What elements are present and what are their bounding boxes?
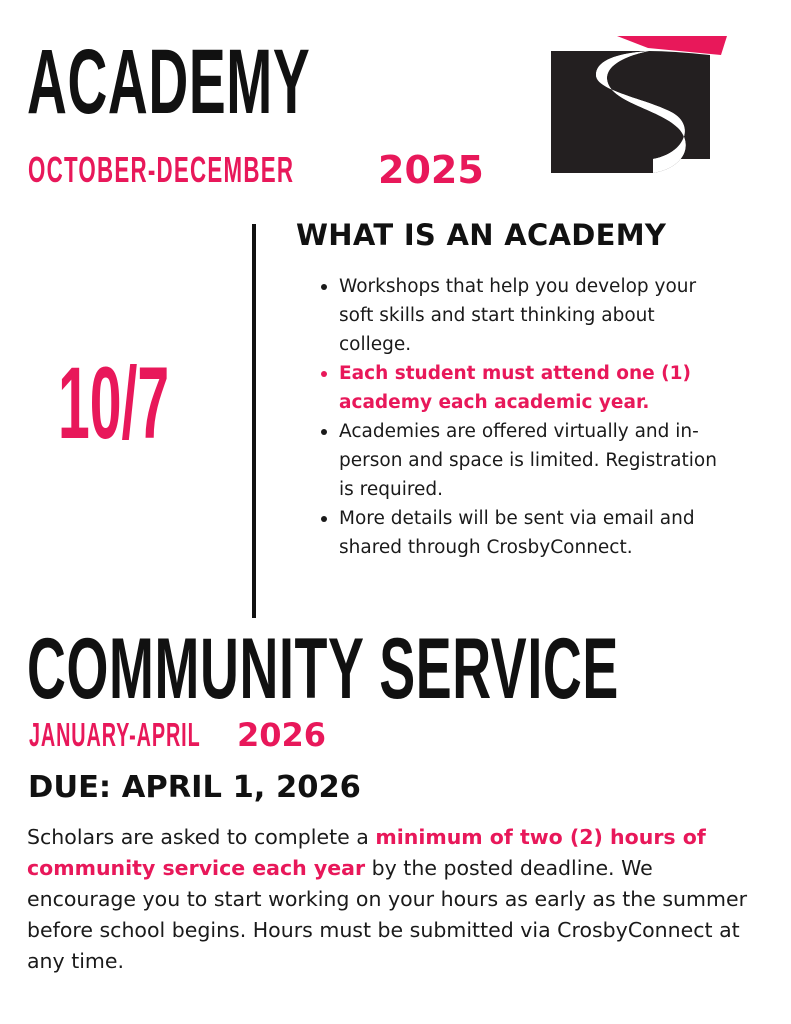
community-service-dates <box>29 716 327 758</box>
description-highlight: minimum of two (2) hours of community service each year <box>27 825 706 880</box>
community-service-title: COMMUNITY SERVICE <box>27 621 619 717</box>
description-text: Scholars are asked to complete a <box>27 825 376 849</box>
vertical-divider <box>252 224 256 618</box>
academy-title: ACADEMY <box>27 31 311 133</box>
description-text: by the posted deadline. We encourage you to start working on your hours as early as the summer before school begins. Hours must be submitted via CrosbyConnect at any time. <box>27 856 748 973</box>
community-service-date-range: JANUARY-APRIL <box>29 716 201 753</box>
due-date: DUE: APRIL 1, 2026 <box>28 770 361 805</box>
academy-date-range: OCTOBER-DECEMBER <box>28 149 295 190</box>
academy-info-list <box>316 272 726 562</box>
community-service-year: 2026 <box>237 716 327 754</box>
list-item: Workshops that help you develop your soft skills and start thinking about college. <box>316 272 726 359</box>
academy-year: 2025 <box>378 148 484 192</box>
list-item: More details will be sent via email and shared through CrosbyConnect. <box>316 504 726 562</box>
academy-dates <box>28 148 484 192</box>
list-item-requirement: Each student must attend one (1) academy each academic year. <box>316 359 726 417</box>
academy-big-date: 10/7 <box>58 346 170 460</box>
list-item: Academies are offered virtually and in-person and space is limited. Registration is required. <box>316 417 726 504</box>
road-s-logo-icon <box>549 33 727 173</box>
what-is-academy-heading: WHAT IS AN ACADEMY <box>296 218 667 252</box>
community-service-description <box>27 822 767 977</box>
